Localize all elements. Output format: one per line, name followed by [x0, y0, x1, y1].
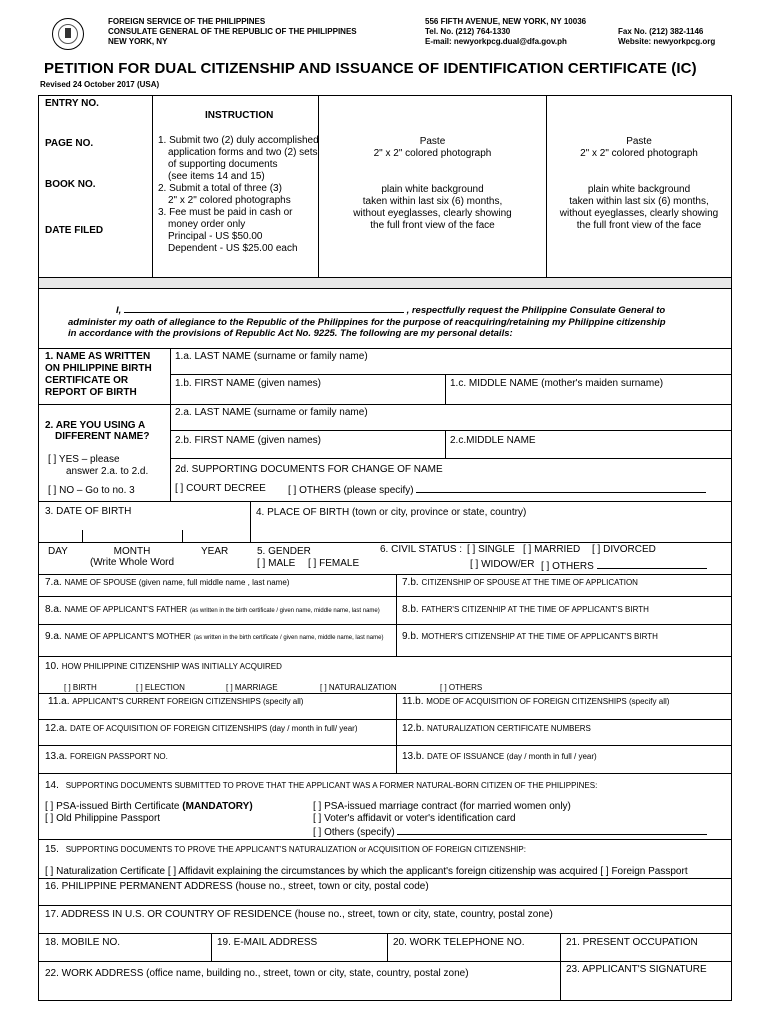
tel: Tel. No. (212) 764-1330	[425, 27, 511, 36]
photo1-req4: the full front view of the face	[370, 220, 495, 231]
old-passport-checkbox[interactable]: [ ] Old Philippine Passport	[45, 813, 161, 824]
gender-label: 5. GENDER	[257, 546, 311, 557]
oath-i: I,	[116, 305, 122, 316]
org-line2: CONSULATE GENERAL OF THE REPUBLIC OF THE PHILIPPINES	[108, 27, 357, 36]
field-7b-spouse-citizenship[interactable]: 7.b. CITIZENSHIP OF SPOUSE AT THE TIME OF APPLICATION	[402, 577, 638, 588]
field-14-heading: 14. SUPPORTING DOCUMENTS SUBMITTED TO PROVE THAT THE APPLICANT WAS A FORMER NATURAL-BORN CITIZEN OF THE PHILIPPINES:	[45, 780, 598, 791]
photo1-req1: plain white background	[381, 184, 484, 195]
psa-marriage-checkbox[interactable]: [ ] PSA-issued marriage contract (for married women only)	[313, 801, 571, 812]
fax: Fax No. (212) 382-1146	[618, 27, 704, 36]
field-13a-passport-no[interactable]: 13.a. FOREIGN PASSPORT NO.	[45, 751, 168, 762]
voter-affidavit-checkbox[interactable]: [ ] Voter's affidavit or voter's identification card	[313, 813, 516, 824]
photo2-req2: taken within last six (6) months,	[569, 196, 709, 207]
field-2c-middle-name[interactable]: 2.c.MIDDLE NAME	[450, 435, 536, 446]
field-2d-label: 2d. SUPPORTING DOCUMENTS FOR CHANGE OF NAME	[175, 464, 443, 475]
instruction-1c: of supporting documents	[168, 159, 278, 170]
oath-name-field[interactable]	[124, 303, 404, 313]
field-3-date-of-birth[interactable]: 3. DATE OF BIRTH	[45, 506, 132, 517]
acquired-others-checkbox[interactable]: [ ] OTHERS	[440, 683, 483, 692]
field-8b-father-citizenship[interactable]: 8.b. FATHER'S CITIZENHIP AT THE TIME OF APPLICANT'S BIRTH	[402, 604, 649, 615]
photo-box-2[interactable]	[547, 136, 731, 232]
shaded-band	[39, 278, 731, 288]
single-checkbox[interactable]: [ ] SINGLE	[467, 544, 515, 555]
civil-others-field[interactable]	[597, 559, 707, 569]
fax-block	[618, 27, 715, 47]
field-2b-first-name[interactable]: 2.b. FIRST NAME (given names)	[175, 435, 321, 446]
field-22-work-address[interactable]: 22. WORK ADDRESS (office name, building no., street, town or city, state, country, postal zone)	[45, 968, 469, 979]
page-title: PETITION FOR DUAL CITIZENSHIP AND ISSUANCE OF IDENTIFICATION CERTIFICATE (IC)	[44, 60, 697, 77]
field-21-occupation[interactable]: 21. PRESENT OCCUPATION	[566, 937, 698, 948]
book-no-label: BOOK NO.	[45, 179, 96, 190]
field-20-work-telephone[interactable]: 20. WORK TELEPHONE NO.	[393, 937, 525, 948]
email: E-mail: newyorkpcg.dual@dfa.gov.ph	[425, 37, 567, 46]
no-checkbox[interactable]: [ ] NO – Go to no. 3	[48, 485, 135, 496]
oath-line2: administer my oath of allegiance to the Republic of the Philippines for the purpose of reacquiring/retaining my Philippine citizenship	[68, 316, 666, 328]
photo2-req4: the full front view of the face	[576, 220, 702, 231]
entry-no-label: ENTRY NO.	[45, 98, 99, 109]
photo2-size: 2" x 2" colored photograph	[580, 148, 698, 159]
field-11a-foreign-citizenships[interactable]: 11.a. APPLICANT'S CURRENT FOREIGN CITIZENSHIPS (specify all)	[48, 696, 304, 707]
different-name-label: 2. ARE YOU USING A DIFFERENT NAME?	[45, 420, 150, 442]
field-12b-naturalization-numbers[interactable]: 12.b. NATURALIZATION CERTIFICATE NUMBERS	[402, 723, 591, 734]
consulate-seal-icon	[52, 18, 84, 50]
photo1-size: 2" x 2" colored photograph	[373, 148, 492, 159]
others-specify-field[interactable]	[416, 483, 706, 493]
naturalization-documents-options[interactable]: [ ] Naturalization Certificate [ ] Affidavit explaining the circumstances by which the applicant's foreign citizenship was acquired [ ] Foreign Passport	[45, 866, 688, 877]
photo2-req1: plain white background	[587, 184, 691, 195]
instruction-list	[158, 135, 319, 255]
field-9b-mother-citizenship[interactable]: 9.b. MOTHER'S CITIZENSHIP AT THE TIME OF APPLICANT'S BIRTH	[402, 631, 658, 642]
address: 556 FIFTH AVENUE, NEW YORK, NY 10036	[425, 17, 587, 26]
page-no-label: PAGE NO.	[45, 138, 94, 149]
others-specify-checkbox[interactable]: [ ] Others (specify)	[313, 825, 707, 838]
male-checkbox[interactable]: [ ] MALE	[257, 558, 296, 569]
marriage-checkbox[interactable]: [ ] MARRIAGE	[226, 683, 278, 692]
court-decree-checkbox[interactable]: [ ] COURT DECREE	[175, 483, 266, 494]
photo1-req3: without eyeglasses, clearly showing	[353, 208, 512, 219]
photo2-paste: Paste	[626, 136, 652, 147]
instruction-2a: 2. Submit a total of three (3)	[158, 183, 282, 194]
field-8a-father[interactable]: 8.a. NAME OF APPLICANT'S FATHER (as written in the birth certificate / given name, middle name, last name)	[45, 604, 380, 615]
civil-others-checkbox[interactable]: [ ] OTHERS	[541, 559, 707, 572]
field-1a-last-name[interactable]: 1.a. LAST NAME (surname or family name)	[175, 351, 368, 362]
birth-checkbox[interactable]: [ ] BIRTH	[64, 683, 97, 692]
org-line1: FOREIGN SERVICE OF THE PHILIPPINES	[108, 17, 266, 26]
psa-birth-checkbox[interactable]: [ ] PSA-issued Birth Certificate (MANDATORY)	[45, 801, 253, 812]
married-checkbox[interactable]: [ ] MARRIED	[523, 544, 581, 555]
field-18-mobile[interactable]: 18. MOBILE NO.	[45, 937, 121, 948]
oath-text	[68, 303, 708, 340]
field-2a-last-name[interactable]: 2.a. LAST NAME (surname or family name)	[175, 407, 368, 418]
field-4-place-of-birth[interactable]: 4. PLACE OF BIRTH (town or city, province or state, country)	[256, 507, 527, 518]
oath-line1: , respectfully request the Philippine Consulate General to	[406, 305, 666, 316]
others-specify-line[interactable]	[397, 825, 707, 835]
instruction-1d: (see items 14 and 15)	[168, 171, 265, 182]
oath-line3: in accordance with the provisions of Republic Act No. 9225. The following are my personal details:	[68, 328, 513, 339]
field-15-heading: 15. SUPPORTING DOCUMENTS TO PROVE THE APPLICANT'S NATURALIZATION or ACQUISITION OF FOREIGN CITIZENSHIP:	[45, 844, 526, 855]
naturalization-checkbox[interactable]: [ ] NATURALIZATION	[320, 683, 397, 692]
photo-box-1[interactable]	[319, 136, 546, 232]
field-9a-mother[interactable]: 9.a. NAME OF APPLICANT'S MOTHER (as written in the birth certificate / given name, middle name, last name)	[45, 631, 384, 642]
field-13b-date-of-issuance[interactable]: 13.b. DATE OF ISSUANCE (day / month in full / year)	[402, 751, 597, 762]
revised-date: Revised 24 October 2017 (USA)	[40, 80, 160, 89]
field-17-us-address[interactable]: 17. ADDRESS IN U.S. OR COUNTRY OF RESIDENCE (house no., street, town or city, state, country, postal zone)	[45, 909, 553, 920]
instruction-heading: INSTRUCTION	[205, 110, 274, 121]
date-filed-label: DATE FILED	[45, 225, 104, 236]
divorced-checkbox[interactable]: [ ] DIVORCED	[592, 544, 656, 555]
instruction-3c: Principal - US $50.00	[168, 231, 263, 242]
org-line3: NEW YORK, NY	[108, 37, 168, 46]
field-11b-mode-of-acquisition[interactable]: 11.b. MODE OF ACQUISITION OF FOREIGN CITIZENSHIPS (specify all)	[402, 696, 670, 707]
others-checkbox[interactable]: [ ] OTHERS (please specify)	[288, 483, 706, 496]
field-1b-first-name[interactable]: 1.b. FIRST NAME (given names)	[175, 378, 321, 389]
instruction-2b: 2" x 2" colored photographs	[168, 195, 291, 206]
civil-status-label: 6. CIVIL STATUS :	[380, 544, 463, 555]
instruction-1b: application forms and two (2) sets	[168, 147, 318, 158]
instruction-3a: 3. Fee must be paid in cash or	[158, 207, 293, 218]
instruction-1a: 1. Submit two (2) duly accomplished	[158, 135, 319, 146]
widower-checkbox[interactable]: [ ] WIDOW/ER	[470, 559, 535, 570]
field-19-email[interactable]: 19. E-MAIL ADDRESS	[217, 937, 318, 948]
field-1c-middle-name[interactable]: 1.c. MIDDLE NAME (mother's maiden surname)	[450, 378, 664, 389]
female-checkbox[interactable]: [ ] FEMALE	[308, 558, 360, 569]
photo1-req2: taken within last six (6) months,	[362, 196, 503, 207]
election-checkbox[interactable]: [ ] ELECTION	[136, 683, 185, 692]
website: Website: newyorkpcg.org	[618, 37, 716, 46]
yes-checkbox[interactable]: [ ] YES – please answer 2.a. to 2.d.	[48, 454, 149, 477]
field-12a-date-of-acquisition[interactable]: 12.a. DATE OF ACQUISITION OF FOREIGN CITIZENSHIPS (day / month in full/ year)	[45, 723, 358, 734]
instruction-3b: money order only	[168, 219, 246, 230]
field-10-how-acquired: 10. HOW PHILIPPINE CITIZENSHIP WAS INITIALLY ACQUIRED	[45, 661, 282, 672]
instruction-3d: Dependent - US $25.00 each	[168, 243, 298, 254]
field-16-ph-address[interactable]: 16. PHILIPPINE PERMANENT ADDRESS (house no., street, town or city, postal code)	[45, 881, 429, 892]
photo2-req3: without eyeglasses, clearly showing	[559, 208, 719, 219]
org-block	[108, 17, 357, 47]
dob-month[interactable]: MONTH (Write Whole Word	[89, 546, 175, 568]
dob-year[interactable]: YEAR	[201, 546, 229, 557]
field-23-signature[interactable]: 23. APPLICANT'S SIGNATURE	[566, 964, 707, 975]
contact-block	[425, 17, 586, 47]
dob-day[interactable]: DAY	[48, 546, 68, 557]
name-as-written-label: 1. NAME AS WRITTEN ON PHILIPPINE BIRTH CERTIFICATE OR REPORT OF BIRTH	[45, 351, 152, 398]
field-7a-spouse[interactable]: 7.a. NAME OF SPOUSE (given name, full middle name , last name)	[45, 577, 290, 588]
photo1-paste: Paste	[419, 136, 446, 147]
